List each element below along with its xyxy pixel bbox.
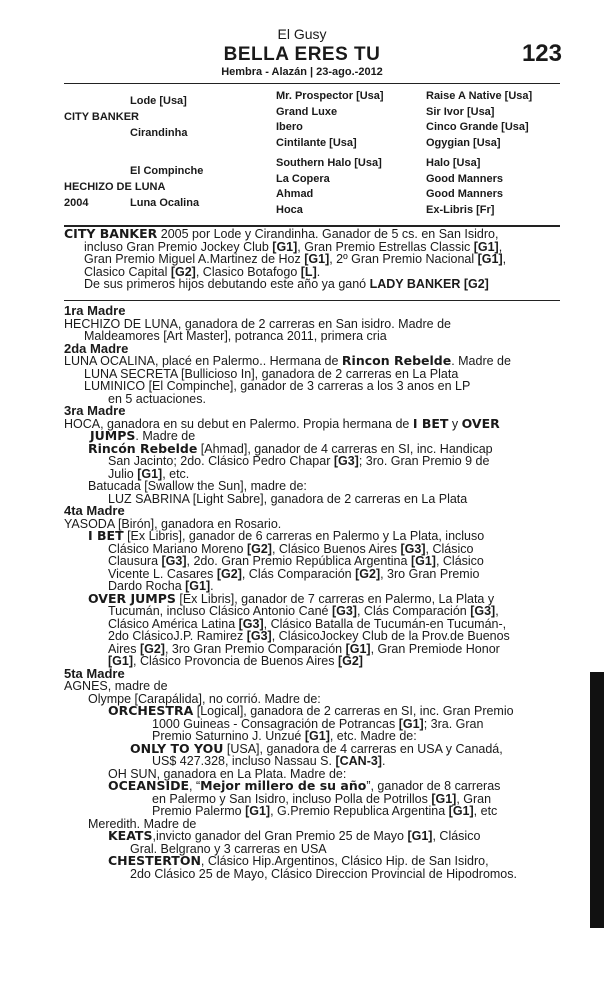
text-line <box>64 755 517 768</box>
grade-badge: [G1] <box>448 804 474 818</box>
text-line: Meredith. Madre de <box>88 816 197 831</box>
horse-name-bold: ORCHESTRA <box>108 703 194 718</box>
section-heading-1ra-madre: 1ra Madre <box>64 303 126 318</box>
gen3-item: Ibero <box>276 121 303 133</box>
grade-badge: [G1] <box>245 804 271 818</box>
text-run: Clásico Mariano Moreno <box>108 541 247 556</box>
gen4-item: Good Manners <box>426 172 504 185</box>
grade-badge: [G3] <box>333 454 359 468</box>
text-run: San Jacinto; 2do. Clásico Pedro Chapar <box>108 454 334 468</box>
text-line <box>64 655 517 668</box>
grade-badge: [G2] <box>216 566 242 581</box>
text-run: , 3ro Gran Premio <box>380 566 480 581</box>
dam-year: 2004 <box>64 197 89 209</box>
text-run: , Gran Premiode Honor <box>370 641 500 656</box>
gen3-item: La Copera <box>276 172 330 185</box>
pedigree-dam-year <box>64 196 88 212</box>
text-line: Maldeamores [Art Master], potranca 2011, primera cria <box>84 329 387 343</box>
text-run: Clausura <box>108 554 162 568</box>
horse-name-bold: Rincon Rebelde <box>341 353 452 368</box>
text-line: en 5 actuaciones. <box>108 391 206 406</box>
text-run: [Ex Libris], ganador de 7 carreras en Palermo, La Plata y <box>175 591 495 606</box>
grade-badge: [G3] <box>238 616 264 631</box>
gen4-item: Ex-Libris [Fr] <box>426 203 495 216</box>
gen4-item: Sir Ivor [Usa] <box>426 105 495 118</box>
grade-badge: [G1] <box>345 641 371 656</box>
text-run: HOCA, ganadora en su debut en Palermo. Propia hermana de <box>64 416 413 431</box>
text-run: . Madre de <box>135 429 196 443</box>
gen3-item: Cintilante [Usa] <box>276 136 357 149</box>
horse-name-bold: CHESTERTON <box>108 853 201 868</box>
text-run: . <box>316 264 321 279</box>
gen3-item: Hoca <box>276 203 303 216</box>
text-run: , Gran <box>456 791 492 806</box>
text-run: , ClásicoJockey Club de la Prov.de Buenos <box>271 629 510 643</box>
text-run: , 2do. Gran Premio República Argentina <box>186 554 411 568</box>
sire-summary-name: CITY BANKER <box>64 226 158 241</box>
text-run: , Clásico Provoncia de Buenos Aires <box>133 654 338 668</box>
grade-badge: [G1] <box>431 791 457 806</box>
text-run: Gran Premio Miguel A.Martinez de Hoz <box>84 252 305 266</box>
page-edge-tab <box>590 672 604 928</box>
text-run: . <box>381 754 386 768</box>
gen4-item: Halo [Usa] <box>426 157 481 169</box>
gen3-item: Southern Halo [Usa] <box>276 157 382 169</box>
grade-badge: [G3] <box>161 554 187 568</box>
top-rule <box>64 83 560 84</box>
grade-badge: [G2] <box>355 566 381 581</box>
grade-badge: [G2] <box>246 541 272 556</box>
section-heading-3ra-madre: 3ra Madre <box>64 403 126 418</box>
grade-badge: [G1] <box>410 554 436 568</box>
grade-badge: [G1] <box>473 239 499 254</box>
grade-badge: [CAN-3] <box>335 754 382 768</box>
text-run: ; 3ro. Gran Premio 9 de <box>358 454 490 468</box>
sire-name: El Gusy <box>277 26 327 42</box>
text-run: , 2º Gran Premio Nacional <box>329 252 478 266</box>
gen3-item: Ahmad <box>276 188 314 200</box>
text-run: LUNA OCALINA, placé en Palermo.. Hermana de <box>64 354 342 368</box>
text-run: Clasico Capital <box>84 264 171 279</box>
family-history <box>64 305 517 880</box>
text-run: , 3ro Gran Premio Comparación <box>164 641 346 656</box>
text-line <box>64 805 517 818</box>
pedigree-sire: CITY BANKER <box>64 111 139 123</box>
pedigree-gen2b <box>130 126 187 142</box>
text-run: Tucumán, incluso Clásico Antonio Cané <box>108 604 332 618</box>
text-run: De sus primeros hijos debutando este año ya ganó <box>84 277 370 291</box>
text-line: OH SUN, ganadora en La Plata. Madre de: <box>108 766 347 781</box>
text-run: US$ 427.328, incluso Nassau S. <box>152 754 336 768</box>
text-run: Vicente L. Casares <box>108 566 217 581</box>
text-line: Olympe [Carapálida], no corrió. Madre de: <box>88 691 321 706</box>
text-line: Batucada [Swallow the Sun], madre de: <box>88 479 307 493</box>
section-heading-2da-madre: 2da Madre <box>64 340 129 356</box>
text-run: Clásico América Latina <box>108 616 239 631</box>
catalog-number: 123 <box>521 40 562 67</box>
text-run: Aires <box>108 641 140 656</box>
section-heading-4ta-madre: 4ta Madre <box>64 503 125 518</box>
text-run: , etc <box>473 804 498 818</box>
text-run: [Logical], ganadora de 2 carreras en SI, inc. Gran Premio <box>193 704 514 718</box>
text-run: ,invicto ganador del Gran Premio 25 de Mayo <box>152 829 408 843</box>
text-run: , etc. <box>162 466 190 481</box>
text-run: 2do ClásicoJ.P. Ramirez <box>108 629 247 643</box>
text-run: 1000 Guineas - Consagración de Potrancas <box>152 716 399 731</box>
horse-name-bold: ONLY TO YOU <box>130 740 224 756</box>
grade-badge: [G2] <box>337 654 363 668</box>
pedigree-gen2c <box>130 164 203 180</box>
pedigree-gen1-sire <box>64 110 139 126</box>
text-run: incluso Gran Premio Jockey Club <box>84 239 273 254</box>
text-run: . <box>210 579 214 593</box>
offspring-name: LADY BANKER [G2] <box>369 277 489 291</box>
sire-dam: Cirandinha <box>130 127 188 139</box>
horse-name-bold: Rincón Rebelde <box>88 440 198 456</box>
text-line: LUMINICO [El Compinche], ganador de 3 carreras a los 3 anos en LP <box>84 379 471 393</box>
grade-badge: [G1] <box>398 716 424 731</box>
horse-name-bold: OVER JUMPS <box>88 590 176 606</box>
text-run: , <box>495 604 499 618</box>
gen4-item: Ogygian [Usa] <box>426 136 501 149</box>
pedigree-gen2 <box>130 94 187 110</box>
pedigree-gen1-dam <box>64 180 165 196</box>
pedigree-gen2d <box>130 196 199 212</box>
gen4-item: Raise A Native [Usa] <box>426 90 533 102</box>
grade-badge: [L] <box>300 264 317 279</box>
grade-badge: [G3] <box>400 541 426 556</box>
gen4-item: Cinco Grande [Usa] <box>426 121 529 133</box>
horse-name-bold: I BET <box>88 528 124 543</box>
grade-badge: [G3] <box>246 629 272 643</box>
text-run: , <box>498 239 503 254</box>
horse-name-bold: I BET <box>412 415 449 431</box>
pedigree-gen3-top <box>276 89 384 151</box>
horse-name-bold: OVER <box>461 415 500 431</box>
text-run: , Gran Premio Estrellas Classic <box>297 239 474 254</box>
text-run: , Clásico Batalla de Tucumán-en Tucumán-, <box>263 616 507 631</box>
grade-badge: [G3] <box>331 604 357 618</box>
horse-name-bold: KEATS <box>108 828 153 843</box>
text-run: , Clás Comparación <box>241 566 356 581</box>
section-heading-5ta-madre: 5ta Madre <box>64 665 125 681</box>
text-run: , Clásico <box>425 541 474 556</box>
text-run: , etc. Madre de: <box>329 729 417 743</box>
gen3-item: Mr. Prospector [Usa] <box>276 90 384 102</box>
text-run: ”, ganador de 8 carreras <box>366 779 501 793</box>
text-line: AGNES, madre de <box>64 679 168 693</box>
text-run: , Clásico <box>432 829 481 843</box>
sire-sire: Lode [Usa] <box>130 95 187 107</box>
grade-badge: [G1] <box>304 729 330 743</box>
pedigree-dam: HECHIZO DE LUNA <box>64 181 166 193</box>
text-run: , <box>502 252 507 266</box>
text-run: 2005 por Lode y Cirandinha. Ganador de 5 cs. en San Isidro, <box>157 227 499 241</box>
grade-badge: [G3] <box>470 604 496 618</box>
text-run: ; 3ra. Gran <box>423 716 484 731</box>
grade-badge: [G2] <box>139 641 165 656</box>
horse-name: BELLA ERES TU <box>223 44 381 65</box>
text-run: , Clásico <box>435 554 484 568</box>
text-line: 2do Clásico 25 de Mayo, Clásico Direccion Provincial de Hipodromos. <box>130 866 517 881</box>
grade-badge: [G1] <box>137 466 163 481</box>
text-run: , G.Premio Republica Argentina <box>270 804 449 818</box>
pedigree-gen3-bottom <box>276 156 382 218</box>
text-run: , Clásico Hip.Argentinos, Clásico Hip. de San Isidro, <box>200 854 489 868</box>
horse-info: Hembra - Alazán | 23-ago.-2012 <box>221 66 383 78</box>
text-run: [Ex Libris], ganador de 6 carreras en Palermo y La Plata, incluso <box>123 529 485 543</box>
text-run: , Clasico Botafogo <box>195 264 301 279</box>
horse-name-bold: JUMPS <box>90 428 136 443</box>
text-line: YASODA [Birón], ganadora en Rosario. <box>64 516 282 531</box>
text-line: HECHIZO DE LUNA, ganadora de 2 carreras en San isidro. Madre de <box>64 316 451 331</box>
text-run: , Clás Comparación <box>356 604 471 618</box>
text-run: . Madre de <box>451 354 511 368</box>
gen3-item: Grand Luxe <box>276 105 338 118</box>
dam-dam: Luna Ocalina <box>130 197 200 209</box>
grade-badge: [G1] <box>108 654 133 668</box>
text-run: [Ahmad], ganador de 4 carreras en SI, inc. Handicap <box>197 441 493 456</box>
text-run: , “ <box>189 779 201 793</box>
grade-badge: [G1] <box>272 239 298 254</box>
text-line: LUZ SABRINA [Light Sabre], ganadora de 2 carreras en La Plata <box>108 491 468 506</box>
grade-badge: [G1] <box>304 252 330 266</box>
pedigree-gen4-top <box>426 89 532 151</box>
gen4-item: Good Manners <box>426 188 504 200</box>
text-run: Premio Saturnino J. Unzué <box>152 729 305 743</box>
grade-badge: [G1] <box>185 579 211 593</box>
highlight-quote: Mejor millero de su año <box>200 778 367 793</box>
text-run: Julio <box>108 466 138 481</box>
section-rule <box>64 300 560 301</box>
text-run: Dardo Rocha <box>108 579 186 593</box>
grade-badge: [G2] <box>170 264 196 279</box>
text-line: Gral. Belgrano y 3 carreras en USA <box>130 841 327 856</box>
text-line <box>64 855 517 868</box>
dam-sire: El Compinche <box>130 165 204 177</box>
sire-summary <box>64 228 506 291</box>
text-run: en Palermo y San Isidro, incluso Polla de Potrillos <box>152 791 432 806</box>
text-run: y <box>448 416 462 431</box>
pedigree-gen4-bottom <box>426 156 503 218</box>
text-run: Premio Palermo <box>152 804 246 818</box>
text-run: [USA], ganadora de 4 carreras en USA y Canadá, <box>223 741 503 756</box>
grade-badge: [G1] <box>477 252 503 266</box>
text-line <box>64 355 517 368</box>
text-line <box>64 830 517 843</box>
text-run: , Clásico Buenos Aires <box>271 541 401 556</box>
grade-badge: [G1] <box>407 829 433 843</box>
text-line: LUNA SECRETA [Bullicioso In], ganadora de 2 carreras en La Plata <box>84 366 459 381</box>
horse-name-bold: OCEANSIDE <box>108 778 190 793</box>
